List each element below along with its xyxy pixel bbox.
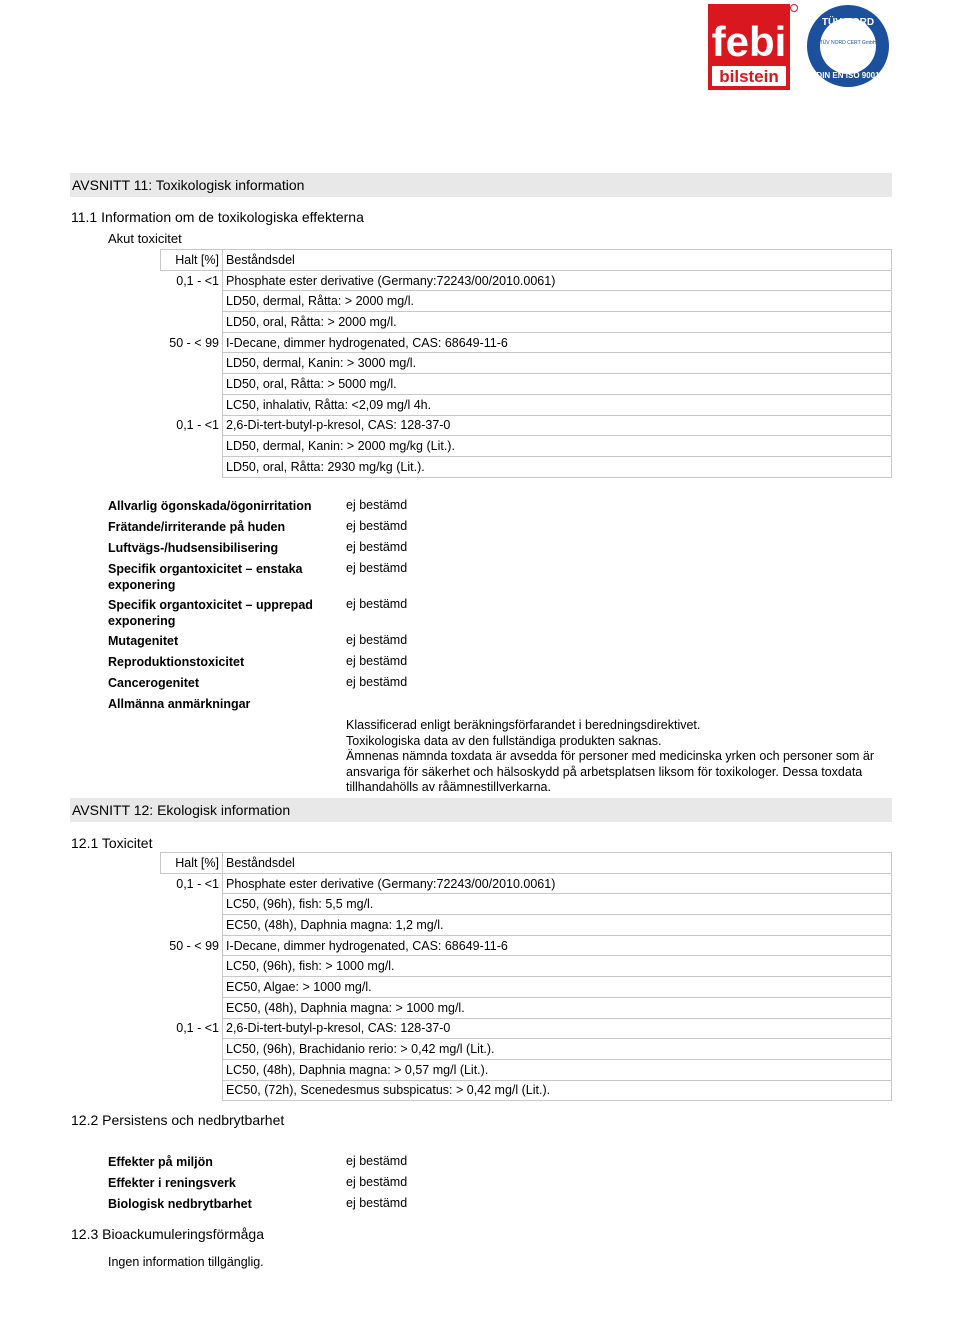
table-row	[161, 270, 892, 291]
header-product: febi 06161 hydraulolja Artikelnummer 06161, 86161, 88955	[70, 31, 483, 48]
property-label: Specifik organtoxicitet – enstaka exponering	[108, 562, 303, 592]
remark-line: Toxikologiska data av den fullständiga produkten saknas.	[346, 733, 662, 748]
col-amount-header: Halt [%]	[161, 250, 223, 271]
value-cell: LD50, dermal, Kanin: > 3000 mg/l.	[223, 353, 892, 374]
col-component-header: Beståndsdel	[223, 853, 892, 874]
amount-cell	[161, 1080, 223, 1101]
value-cell: LD50, oral, Råtta: > 5000 mg/l.	[223, 374, 892, 395]
amount-cell	[161, 894, 223, 915]
component-cell: 2,6-Di-tert-butyl-p-kresol, CAS: 128-37-0	[223, 1018, 892, 1039]
property-value: ej bestämd	[346, 561, 408, 575]
amount-cell	[161, 456, 223, 477]
section-12-2-title: 12.2 Persistens och nedbrytbarhet	[71, 1112, 285, 1128]
amount-cell: 0,1 - <1	[161, 1018, 223, 1039]
component-cell: Phosphate ester derivative (Germany:72243/00/2010.0061)	[223, 873, 892, 894]
section-12-1-title: 12.1 Toxicitet	[71, 835, 153, 851]
tuv-logo-small: TÜV NORD CERT GmbH	[819, 40, 877, 46]
amount-cell	[161, 977, 223, 998]
amount-cell	[161, 312, 223, 333]
amount-cell	[161, 997, 223, 1018]
property-value: ej bestämd	[346, 654, 408, 668]
amount-cell	[161, 291, 223, 312]
header-version-current: Version 05. Ersätter version: 04	[597, 103, 779, 118]
property-value: ej bestämd	[346, 1196, 408, 1210]
amount-cell	[161, 1039, 223, 1060]
amount-cell	[161, 353, 223, 374]
amount-cell: 0,1 - <1	[161, 873, 223, 894]
property-label: Cancerogenitet	[108, 676, 199, 690]
property-value: ej bestämd	[346, 519, 408, 533]
amount-cell: 0,1 - <1	[161, 415, 223, 436]
property-label: Luftvägs-/hudsensibilisering	[108, 541, 279, 555]
no-information-text: Ingen information tillgänglig.	[108, 1255, 264, 1269]
amount-cell	[161, 394, 223, 415]
section-12-bar	[70, 798, 892, 822]
table-row	[161, 997, 892, 1018]
tuv-certification-logo	[806, 4, 890, 88]
property-label: Mutagenitet	[108, 634, 179, 648]
section-12-3-title: 12.3 Bioackumuleringsförmåga	[71, 1226, 264, 1242]
value-cell: LD50, dermal, Råtta: > 2000 mg/l.	[223, 291, 892, 312]
acute-toxicity-label: Akut toxicitet	[108, 231, 182, 246]
header-version-prev: Version förra 18.02.2014, Omarbetad 12.02.2014	[70, 103, 354, 118]
property-label: Specifik organtoxicitet – upprepad exponering	[108, 598, 313, 628]
section-11-bar	[70, 173, 892, 197]
amount-cell	[161, 374, 223, 395]
table-row	[161, 894, 892, 915]
value-cell: EC50, (72h), Scenedesmus subspicatus: > 0,42 mg/l (Lit.).	[223, 1080, 892, 1101]
table-row	[161, 436, 892, 457]
table-row	[161, 915, 892, 936]
property-value: ej bestämd	[346, 597, 408, 611]
febi-logo-text: febi	[711, 18, 787, 65]
amount-cell	[161, 915, 223, 936]
ecotoxicity-table	[160, 852, 892, 1101]
value-cell: LD50, oral, Råtta: > 2000 mg/l.	[223, 312, 892, 333]
table-row	[161, 1080, 892, 1101]
amount-cell: 0,1 - <1	[161, 270, 223, 291]
property-value: ej bestämd	[346, 1154, 408, 1168]
table-row	[161, 873, 892, 894]
property-value: ej bestämd	[346, 498, 408, 512]
table-row	[161, 935, 892, 956]
amount-cell	[161, 956, 223, 977]
section-12-title: AVSNITT 12: Ekologisk information	[72, 802, 291, 818]
table-row	[161, 353, 892, 374]
value-cell: LC50, (48h), Daphnia magna: > 0,57 mg/l (Lit.).	[223, 1059, 892, 1080]
table-row	[161, 312, 892, 333]
table-header-row	[161, 853, 892, 874]
amount-cell: 50 - < 99	[161, 935, 223, 956]
amount-cell	[161, 436, 223, 457]
component-cell: I-Decane, dimmer hydrogenated, CAS: 68649-11-6	[223, 935, 892, 956]
header-page-number: Sida 6 / 9	[830, 103, 885, 118]
component-cell: 2,6-Di-tert-butyl-p-kresol, CAS: 128-37-0	[223, 415, 892, 436]
property-value: ej bestämd	[346, 675, 408, 689]
header-title: Säkerhetsdatablad 1907/2006/EG - REACH (SE)	[70, 8, 417, 25]
bilstein-logo-text: bilstein	[719, 67, 779, 86]
property-label: Effekter på miljön	[108, 1155, 213, 1169]
general-remarks	[346, 718, 891, 796]
property-value: ej bestämd	[346, 633, 408, 647]
table-row	[161, 415, 892, 436]
property-label: Biologisk nedbrytbarhet	[108, 1197, 252, 1211]
table-row	[161, 456, 892, 477]
col-component-header: Beståndsdel	[223, 250, 892, 271]
value-cell: LC50, (96h), Brachidanio rerio: > 0,42 mg/l (Lit.).	[223, 1039, 892, 1060]
property-value: ej bestämd	[346, 1175, 408, 1189]
value-cell: LD50, dermal, Kanin: > 2000 mg/kg (Lit.).	[223, 436, 892, 457]
value-cell: LD50, oral, Råtta: 2930 mg/kg (Lit.).	[223, 456, 892, 477]
section-11-1-title: 11.1 Information om de toxikologiska effekterna	[71, 209, 364, 225]
febi-logo	[708, 4, 798, 90]
property-label: Effekter i reningsverk	[108, 1176, 236, 1190]
table-row	[161, 977, 892, 998]
property-label: Allmänna anmärkningar	[108, 697, 251, 711]
table-row	[161, 394, 892, 415]
footer-code: bfe00018	[830, 1316, 883, 1330]
col-amount-header: Halt [%]	[161, 853, 223, 874]
table-row	[161, 291, 892, 312]
acute-toxicity-table	[160, 249, 892, 478]
table-row	[161, 1018, 892, 1039]
table-row	[161, 1059, 892, 1080]
remark-line: Klassificerad enligt beräkningsförfarandet i beredningsdirektivet.	[346, 718, 701, 732]
tuv-logo-ring: DIN EN ISO 9001	[816, 71, 880, 80]
table-row	[161, 374, 892, 395]
value-cell: LC50, (96h), fish: > 1000 mg/l.	[223, 956, 892, 977]
table-row	[161, 956, 892, 977]
tuv-logo-text: TÜV NORD	[821, 17, 875, 28]
remark-line: Ämnenas nämnda toxdata är avsedda för personer med medicinska yrken och personer som är ansvariga för säkerhet och hälsoskydd på arbetsplatsen liksom för toxikologer. Dessa toxdata tillhandahölls av råämnestillverkarna.	[346, 749, 875, 794]
property-value: ej bestämd	[346, 540, 408, 554]
component-cell: Phosphate ester derivative (Germany:72243/00/2010.0061)	[223, 270, 892, 291]
value-cell: LC50, (96h), fish: 5,5 mg/l.	[223, 894, 892, 915]
value-cell: EC50, (48h), Daphnia magna: > 1000 mg/l.	[223, 997, 892, 1018]
table-header-row	[161, 250, 892, 271]
amount-cell	[161, 1059, 223, 1080]
component-cell: I-Decane, dimmer hydrogenated, CAS: 68649-11-6	[223, 332, 892, 353]
header-company: Ferdinand Bilstein GmbH + Co. KG	[70, 76, 318, 93]
property-label: Reproduktionstoxicitet	[108, 655, 245, 669]
section-11-title: AVSNITT 11: Toxikologisk information	[72, 177, 305, 193]
amount-cell: 50 - < 99	[161, 332, 223, 353]
property-label: Allvarlig ögonskada/ögonirritation	[108, 499, 312, 513]
table-row	[161, 1039, 892, 1060]
value-cell: EC50, Algae: > 1000 mg/l.	[223, 977, 892, 998]
table-row	[161, 332, 892, 353]
value-cell: EC50, (48h), Daphnia magna: 1,2 mg/l.	[223, 915, 892, 936]
property-label: Frätande/irriterande på huden	[108, 520, 286, 534]
value-cell: LC50, inhalativ, Råtta: <2,09 mg/l 4h.	[223, 394, 892, 415]
